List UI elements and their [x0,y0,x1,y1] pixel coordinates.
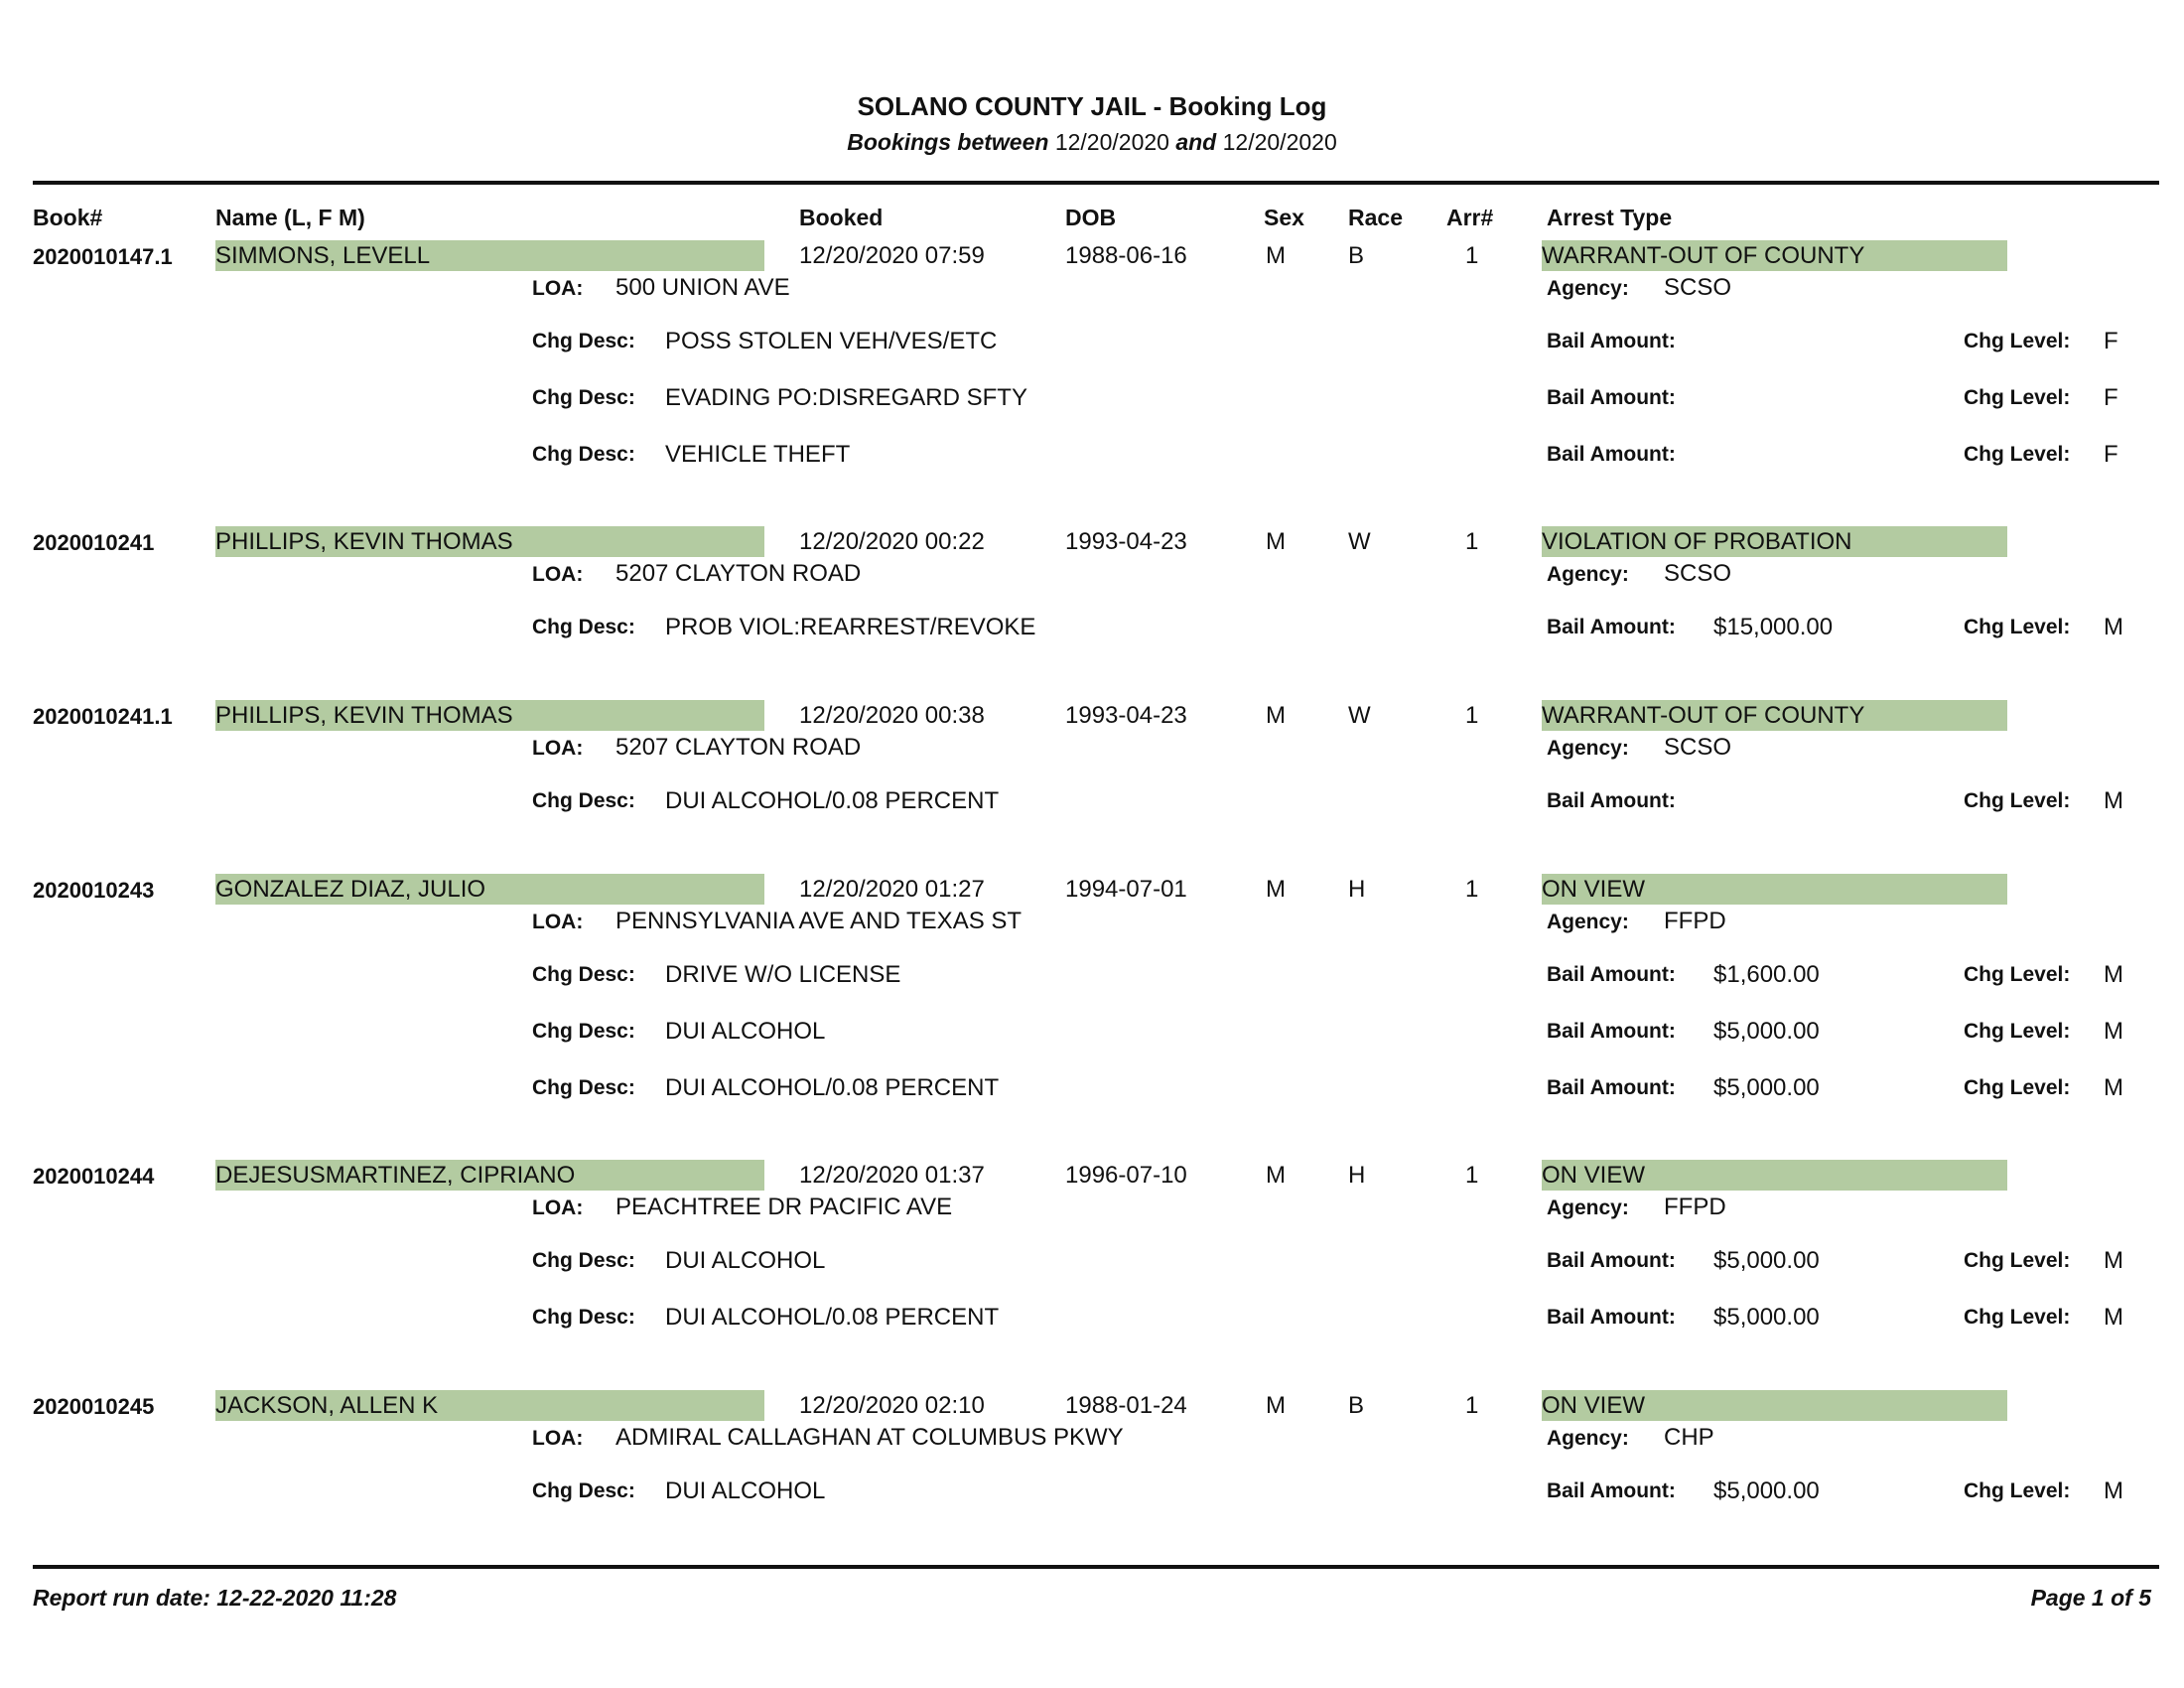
arrest-type-highlight [1542,1160,2007,1191]
chg-desc-label: Chg Desc: [532,963,635,986]
bail-amount-label: Bail Amount: [1547,1306,1676,1329]
location-of-arrest: 500 UNION AVE [615,274,790,301]
agency-label: Agency: [1547,1427,1629,1450]
bail-amount: $5,000.00 [1713,1018,1820,1045]
bail-amount-label: Bail Amount: [1547,963,1676,986]
footer-rule [33,1565,2159,1569]
race: B [1348,242,1365,269]
date-of-birth: 1988-01-24 [1065,1392,1187,1419]
bail-amount: $5,000.00 [1713,1477,1820,1504]
col-header-book: Book# [33,205,103,230]
location-of-arrest: 5207 CLAYTON ROAD [615,560,862,587]
inmate-name: PHILLIPS, KEVIN THOMAS [215,528,513,555]
agency: SCSO [1664,560,1732,587]
inmate-name: GONZALEZ DIAZ, JULIO [215,876,486,903]
agency: SCSO [1664,274,1732,301]
agency: FFPD [1664,908,1726,934]
date-of-birth: 1993-04-23 [1065,702,1187,729]
inmate-name: DEJESUSMARTINEZ, CIPRIANO [215,1162,576,1189]
arrest-type: ON VIEW [1542,1162,1646,1189]
race: W [1348,702,1371,729]
arrest-count: 1 [1465,242,1479,269]
chg-level-label: Chg Level: [1964,1020,2071,1043]
report-run-date: Report run date: 12-22-2020 11:28 [33,1585,397,1611]
location-of-arrest: 5207 CLAYTON ROAD [615,734,862,761]
chg-desc-label: Chg Desc: [532,1479,635,1502]
booking-number: 2020010241.1 [33,704,173,729]
arrest-count: 1 [1465,528,1479,555]
chg-level-label: Chg Level: [1964,1306,2071,1329]
inmate-name: SIMMONS, LEVELL [215,242,431,269]
date-of-birth: 1994-07-01 [1065,876,1187,903]
report-title: SOLANO COUNTY JAIL - Booking Log [857,91,1327,121]
booking-number: 2020010147.1 [33,244,173,269]
arrest-type: WARRANT-OUT OF COUNTY [1542,242,1865,269]
agency: SCSO [1664,734,1732,761]
chg-desc-label: Chg Desc: [532,1249,635,1272]
col-header-race: Race [1348,205,1403,230]
date-of-birth: 1988-06-16 [1065,242,1187,269]
location-of-arrest: PENNSYLVANIA AVE AND TEXAS ST [615,908,1023,934]
charge-level: M [2104,1247,2123,1274]
start-date: 12/20/2020 [1054,129,1169,155]
booked-datetime: 12/20/2020 01:27 [799,876,985,903]
bail-amount: $1,600.00 [1713,961,1820,988]
charge-description: DUI ALCOHOL [665,1477,826,1504]
arrest-type-highlight [1542,1390,2007,1421]
bail-amount-label: Bail Amount: [1547,1020,1676,1043]
charge-level: F [2104,384,2118,411]
agency-label: Agency: [1547,563,1629,586]
charge-level: M [2104,1074,2123,1101]
chg-desc-label: Chg Desc: [532,386,635,409]
charge-description: DUI ALCOHOL/0.08 PERCENT [665,1304,1000,1331]
loa-label: LOA: [532,563,584,586]
chg-level-label: Chg Level: [1964,443,2071,466]
bail-amount-label: Bail Amount: [1547,1076,1676,1099]
inmate-name-highlight [215,526,764,557]
agency-label: Agency: [1547,1196,1629,1219]
chg-desc-label: Chg Desc: [532,443,635,466]
agency-label: Agency: [1547,911,1629,933]
chg-level-label: Chg Level: [1964,330,2071,352]
bail-amount-label: Bail Amount: [1547,386,1676,409]
arrest-type-highlight [1542,240,2007,271]
booked-datetime: 12/20/2020 07:59 [799,242,985,269]
charge-level: M [2104,614,2123,640]
chg-desc-label: Chg Desc: [532,1076,635,1099]
arrest-count: 1 [1465,1392,1479,1419]
arrest-type: VIOLATION OF PROBATION [1542,528,1852,555]
bail-amount-label: Bail Amount: [1547,1479,1676,1502]
col-header-arr: Arr# [1446,205,1494,230]
loa-label: LOA: [532,1196,584,1219]
charge-level: M [2104,1304,2123,1331]
loa-label: LOA: [532,277,584,300]
subtitle-and: and [1175,129,1217,155]
charge-description: VEHICLE THEFT [665,441,851,468]
charge-description: DUI ALCOHOL [665,1018,826,1045]
sex: M [1266,1162,1286,1189]
col-header-dob: DOB [1065,205,1117,230]
charge-level: M [2104,787,2123,814]
chg-level-label: Chg Level: [1964,616,2071,638]
chg-level-label: Chg Level: [1964,386,2071,409]
booked-datetime: 12/20/2020 00:38 [799,702,985,729]
bail-amount: $5,000.00 [1713,1304,1820,1331]
agency: CHP [1664,1424,1714,1451]
col-header-name: Name (L, F M) [215,205,365,230]
bail-amount-label: Bail Amount: [1547,443,1676,466]
agency-label: Agency: [1547,277,1629,300]
charge-description: DUI ALCOHOL/0.08 PERCENT [665,1074,1000,1101]
location-of-arrest: PEACHTREE DR PACIFIC AVE [615,1194,953,1220]
arrest-type: ON VIEW [1542,876,1646,903]
agency: FFPD [1664,1194,1726,1220]
charge-level: F [2104,441,2118,468]
chg-level-label: Chg Level: [1964,789,2071,812]
race: H [1348,876,1366,903]
arrest-type: WARRANT-OUT OF COUNTY [1542,702,1865,729]
chg-desc-label: Chg Desc: [532,1020,635,1043]
agency-label: Agency: [1547,737,1629,760]
arrest-count: 1 [1465,876,1479,903]
page-number: Page 1 of 5 [2030,1585,2151,1611]
booked-datetime: 12/20/2020 01:37 [799,1162,985,1189]
arrest-type-highlight [1542,526,2007,557]
bail-amount-label: Bail Amount: [1547,789,1676,812]
col-header-booked: Booked [799,205,884,230]
inmate-name-highlight [215,1160,764,1191]
race: B [1348,1392,1365,1419]
arrest-count: 1 [1465,1162,1479,1189]
bail-amount: $5,000.00 [1713,1074,1820,1101]
date-of-birth: 1996-07-10 [1065,1162,1187,1189]
sex: M [1266,1392,1286,1419]
report-subtitle [0,129,2184,156]
sex: M [1266,528,1286,555]
charge-description: PROB VIOL:REARREST/REVOKE [665,614,1036,640]
chg-level-label: Chg Level: [1964,1249,2071,1272]
inmate-name-highlight [215,240,764,271]
arrest-type-highlight [1542,874,2007,905]
booking-number: 2020010244 [33,1164,155,1189]
loa-label: LOA: [532,737,584,760]
charge-description: DUI ALCOHOL [665,1247,826,1274]
booking-number: 2020010241 [33,530,155,555]
chg-desc-label: Chg Desc: [532,1306,635,1329]
booked-datetime: 12/20/2020 02:10 [799,1392,985,1419]
chg-level-label: Chg Level: [1964,1076,2071,1099]
loa-label: LOA: [532,1427,584,1450]
arrest-count: 1 [1465,702,1479,729]
arrest-type-highlight [1542,700,2007,731]
chg-level-label: Chg Level: [1964,1479,2071,1502]
date-of-birth: 1993-04-23 [1065,528,1187,555]
bail-amount-label: Bail Amount: [1547,1249,1676,1272]
bail-amount: $15,000.00 [1713,614,1834,640]
charge-description: DRIVE W/O LICENSE [665,961,901,988]
sex: M [1266,702,1286,729]
subtitle-prefix: Bookings between [847,129,1049,155]
inmate-name-highlight [215,874,764,905]
sex: M [1266,242,1286,269]
chg-desc-label: Chg Desc: [532,789,635,812]
chg-level-label: Chg Level: [1964,963,2071,986]
chg-desc-label: Chg Desc: [532,330,635,352]
booked-datetime: 12/20/2020 00:22 [799,528,985,555]
charge-level: F [2104,328,2118,354]
charge-description: EVADING PO:DISREGARD SFTY [665,384,1027,411]
charge-level: M [2104,1477,2123,1504]
charge-description: POSS STOLEN VEH/VES/ETC [665,328,998,354]
inmate-name: PHILLIPS, KEVIN THOMAS [215,702,513,729]
charge-level: M [2104,961,2123,988]
charge-level: M [2104,1018,2123,1045]
inmate-name-highlight [215,700,764,731]
location-of-arrest: ADMIRAL CALLAGHAN AT COLUMBUS PKWY [615,1424,1124,1451]
arrest-type: ON VIEW [1542,1392,1646,1419]
inmate-name-highlight [215,1390,764,1421]
col-header-arrest-type: Arrest Type [1547,205,1673,230]
loa-label: LOA: [532,911,584,933]
col-header-sex: Sex [1264,205,1304,230]
bail-amount: $5,000.00 [1713,1247,1820,1274]
chg-desc-label: Chg Desc: [532,616,635,638]
race: W [1348,528,1371,555]
inmate-name: JACKSON, ALLEN K [215,1392,439,1419]
bail-amount-label: Bail Amount: [1547,330,1676,352]
sex: M [1266,876,1286,903]
bail-amount-label: Bail Amount: [1547,616,1676,638]
header-rule [33,181,2159,185]
booking-number: 2020010245 [33,1394,155,1419]
race: H [1348,1162,1366,1189]
end-date: 12/20/2020 [1222,129,1337,155]
booking-number: 2020010243 [33,878,155,903]
charge-description: DUI ALCOHOL/0.08 PERCENT [665,787,1000,814]
